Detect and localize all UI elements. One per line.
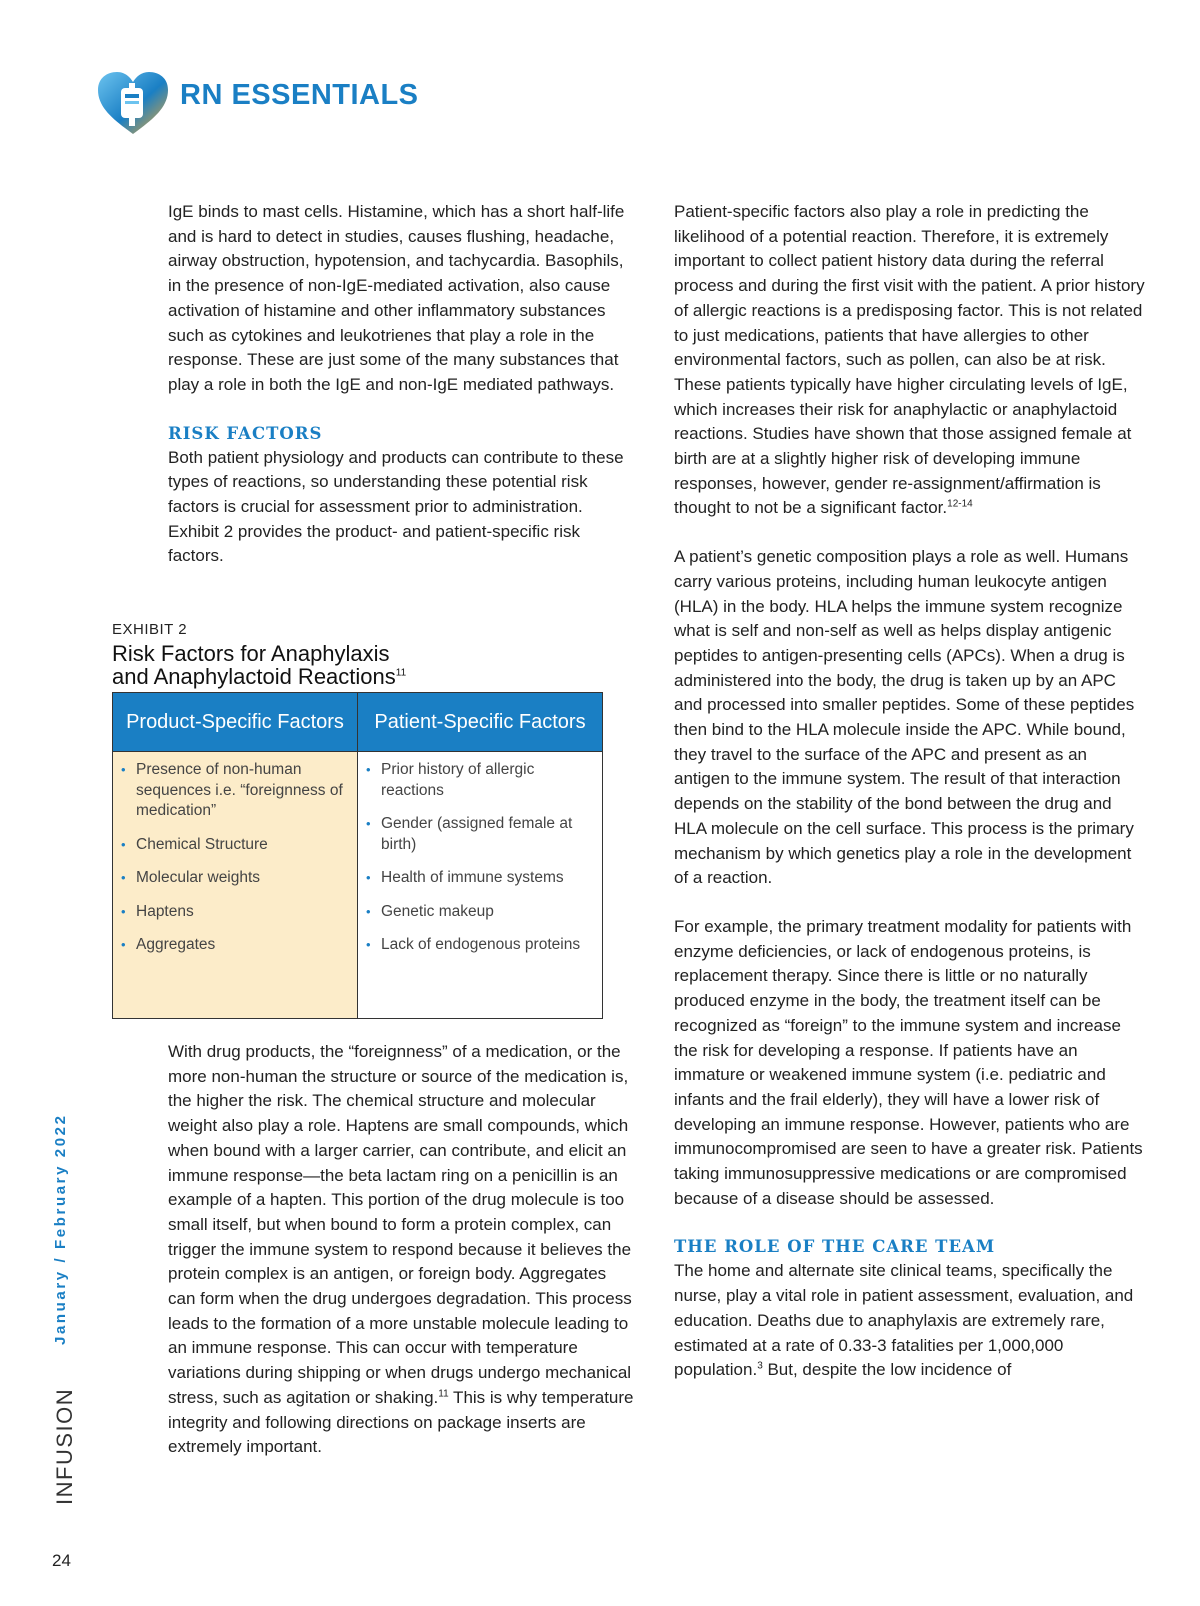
exhibit-title	[112, 642, 612, 688]
list-item: • Presence of non-human sequences i.e. “foreignness of medication”	[121, 760, 345, 822]
table-header	[113, 693, 602, 751]
page-number: 24	[52, 1551, 71, 1570]
care-team-text-tail: But, despite the low incidence of	[762, 1360, 1012, 1380]
care-team-ref: 3	[757, 1360, 763, 1372]
drug-products-paragraph	[168, 1040, 638, 1460]
exhibit-title-line2: and Anaphylactoid Reactions	[112, 664, 396, 689]
exhibit-title-line1: Risk Factors for Anaphylaxis	[112, 641, 390, 666]
magazine-name: INFUSION	[52, 1387, 77, 1505]
patient-factors-list	[366, 760, 590, 956]
left-column-bottom	[168, 1040, 638, 1460]
heart-iv-bag-icon	[96, 70, 170, 136]
product-factors-column	[113, 752, 357, 1018]
list-item: • Health of immune systems	[366, 868, 590, 889]
exhibit-label: EXHIBIT 2	[112, 621, 188, 638]
risk-factors-paragraph: Both patient physiology and products can contribute to these types of reactions, so understanding these potential risk factors is crucial for assessment prior to administration. Exhibit 2 provides the product- and patient-specific risk factors.	[168, 447, 624, 566]
list-item: • Chemical Structure	[121, 835, 345, 856]
list-item: • Haptens	[121, 902, 345, 923]
product-factors-list	[121, 760, 345, 956]
care-team-text: The home and alternate site clinical teams, specifically the nurse, play a vital role in patient assessment, evaluation, and education. Deaths due to anaphylaxis are extremely rare, estimated at a rate of 0.33-3 fatalities per 1,000,000 population.	[674, 1261, 1134, 1380]
patient-factors-ref: 12-14	[947, 498, 973, 510]
brand-title: RN ESSENTIALS	[180, 79, 419, 111]
care-team-heading: THE ROLE OF THE CARE TEAM	[674, 1237, 996, 1257]
risk-factors-table	[112, 692, 603, 1019]
product-specific-header: Product-Specific Factors	[126, 710, 344, 733]
drug-products-ref: 11	[438, 1388, 449, 1400]
right-column	[674, 200, 1146, 1383]
patient-factors-column	[357, 752, 602, 1018]
intro-paragraph: IgE binds to mast cells. Histamine, which has a short half-life and is hard to detect in studies, causes flushing, headache, airway obstruction, hypotension, and tachycardia. Basophils, in the presence of non-IgE-mediated activation, also cause activation of histamine and other inflammatory substances such as cytokines and leukotrienes that play a role in the response. These are just some of the many substances that play a role in both the IgE and non-IgE mediated pathways.	[168, 202, 625, 394]
patient-specific-header: Patient-Specific Factors	[357, 693, 602, 751]
drug-products-text-tail: This is why temperature integrity and following directions on package inserts are extremely important.	[168, 1387, 634, 1457]
issue-date: January / February 2022	[52, 1113, 69, 1345]
exhibit-title-ref: 11	[395, 667, 407, 679]
drug-products-text: With drug products, the “foreignness” of a medication, or the more non-human the structure or source of the medication is, the higher the risk. The chemical structure and molecular weight also play a role. Haptens are small compounds, which when bound with a larger carrier, can contribute, and elicit an immune response—the beta lactam ring on a penicillin is an example of a hapten. This portion of the drug molecule is too small itself, but when bound to form a protein complex, can trigger the immune system to respond because it believes the protein complex is an antigen, or foreign body. Aggregates can form when the drug undergoes degradation. This process leads to the formation of a more unstable molecule leading to an immune response. This can occur with temperature variations during shipping or when drugs undergo mechanical stress, such as agitation or shaking.	[168, 1042, 632, 1407]
exhibit-caption	[112, 620, 612, 688]
list-item: • Molecular weights	[121, 868, 345, 889]
patient-factors-paragraph	[674, 200, 1146, 521]
list-item: • Prior history of allergic reactions	[366, 760, 590, 801]
example-paragraph: For example, the primary treatment modality for patients with enzyme deficiencies, or lack of endogenous proteins, is replacement therapy. Since there is little or no naturally produced enzyme in the body, the treatment itself can be recognized as “foreign” to the immune system and increase the risk for developing a response. If patients have an immature or weakened immune system (i.e. pediatric and infants and the frail elderly), they will have a lower risk of developing an immune response. However, patients who are immunocompromised are seen to have a greater risk. Patients taking immunosuppressive medications or are compromised because of a disease should be assessed.	[674, 916, 1143, 1208]
table-body	[113, 751, 602, 1018]
risk-factors-heading: RISK FACTORS	[168, 423, 323, 443]
patient-factors-text: Patient-specific factors also play a role in predicting the likelihood of a potential reaction. Therefore, it is extremely important to collect patient history data during the referral process and during the first visit with the patient. A prior history of allergic reactions is a predisposing factor. This is not related to just medications, patients that have allergies to other environmental factors, such as pollen, can also be at risk. These patients typically have higher circulating levels of IgE, which increases their risk for anaphylactic or anaphylactoid reactions. Studies have shown that those assigned female at birth are at a slightly higher risk of developing immune responses, however, gender re-assignment/affirmation is thought to not be a significant factor.	[674, 202, 1145, 518]
genetic-paragraph: A patient’s genetic composition plays a role as well. Humans carry various proteins, including human leukocyte antigen (HLA) in the body. HLA helps the immune system recognize what is self and non-self as well as helps display antigenic peptides to antigen-presenting cells (APCs). When a drug is administered into the body, the drug is taken up by an APC and processed into smaller peptides. Some of these peptides then bind to the HLA molecule inside the APC. While bound, they travel to the surface of the APC and present as an antigen to the immune system. The result of that interaction depends on the stability of the bond between the drug and HLA molecule on the cell surface. This process is the primary mechanism by which genetics play a role in the development of a reaction.	[674, 547, 1135, 888]
list-item: • Gender (assigned female at birth)	[366, 814, 590, 855]
left-column-top	[168, 200, 638, 569]
list-item: • Genetic makeup	[366, 902, 590, 923]
list-item: • Lack of endogenous proteins	[366, 935, 590, 956]
care-team-paragraph	[674, 1259, 1146, 1383]
list-item: • Aggregates	[121, 935, 345, 956]
